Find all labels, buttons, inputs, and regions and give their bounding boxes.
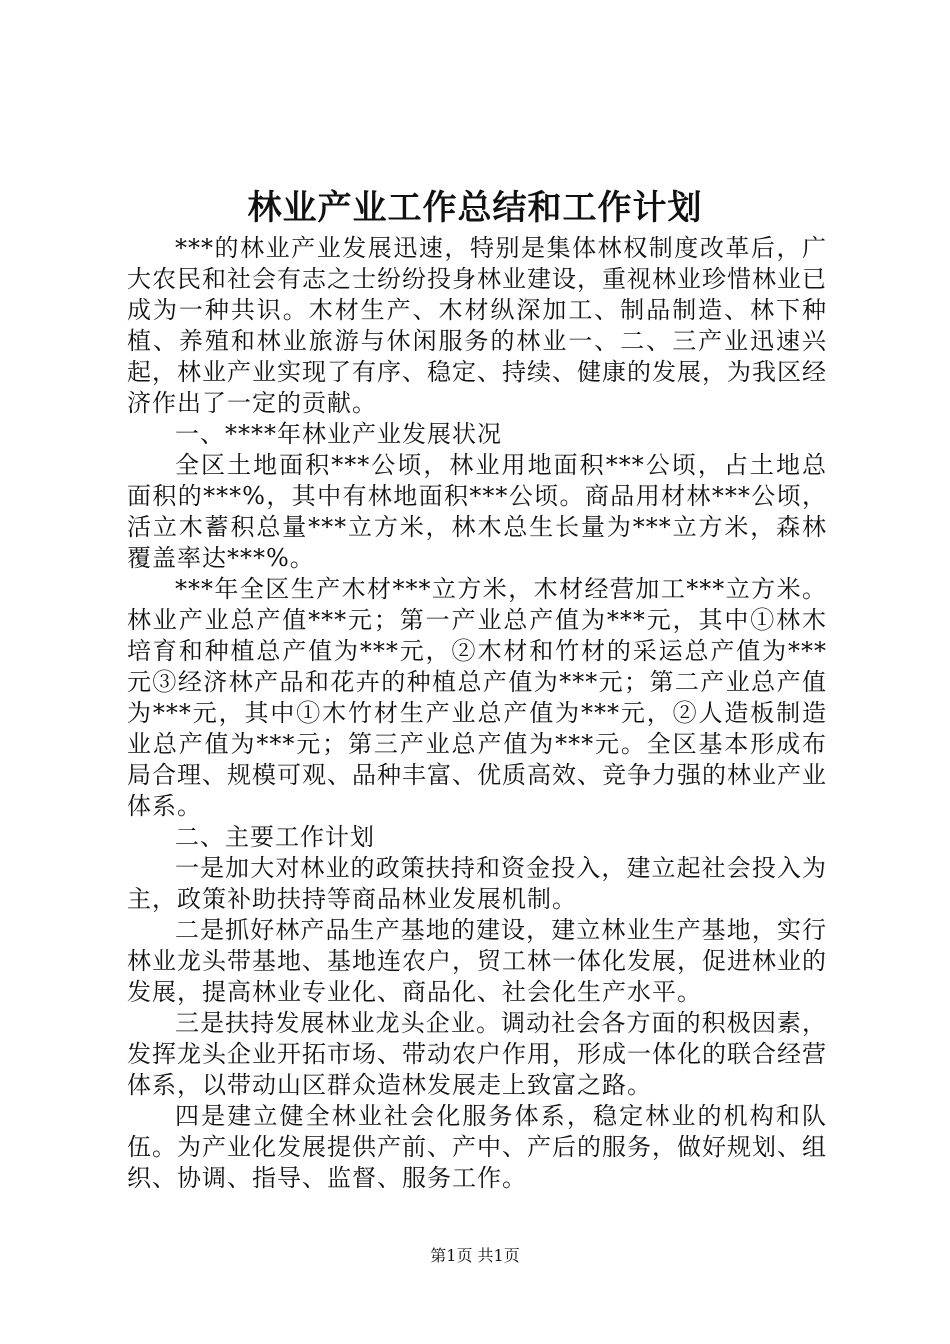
- intro-paragraph: ***的林业产业发展迅速，特别是集体林权制度改革后，广大农民和社会有志之士纷纷投身林业建设，重视林业珍惜林业已成为一种共识。木材生产、木材纵深加工、制品制造、林下种植、养殖和林业旅游与休闲服务的林业一、二、三产业迅速兴起，林业产业实现了有序、稳定、持续、健康的发展，为我区经济作出了一定的贡献。: [127, 234, 827, 417]
- output-value-paragraph: ***年全区生产木材***立方米，木材经营加工***立方米。林业产业总产值***元；第一产业总产值为***元，其中①林木培育和种植总产值为***元，②木材和竹材的采运总产值为***元③经济林产品和花卉的种植总产值为***元；第二产业总产值为***元，其中①木竹材生产业总产值为***元，②人造板制造业总产值为***元；第三产业总产值为***元。全区基本形成布局合理、规模可观、品种丰富、优质高效、竞争力强的林业产业体系。: [127, 575, 827, 820]
- plan-item-2: 二是抓好林产品生产基地的建设，建立林业生产基地，实行林业龙头带基地、基地连农户，贸工林一体化发展，促进林业的发展，提高林业专业化、商品化、社会化生产水平。: [127, 916, 827, 1006]
- document-body: [127, 233, 827, 1194]
- page-number-footer: 第1页 共1页: [430, 1246, 520, 1265]
- land-area-paragraph: 全区土地面积***公顷，林业用地面积***公顷，占土地总面积的***%，其中有林地面积***公顷。商品用材林***公顷，活立木蓄积总量***立方米，林木总生长量为***立方米，森林覆盖率达***%。: [127, 451, 827, 572]
- plan-item-3: 三是扶持发展林业龙头企业。调动社会各方面的积极因素，发挥龙头企业开拓市场、带动农户作用，形成一体化的联合经营体系，以带动山区群众造林发展走上致富之路。: [127, 1009, 827, 1099]
- section-heading-status: 一、****年林业产业发展状况: [175, 420, 502, 448]
- document-title: 林业产业工作总结和工作计划: [247, 188, 703, 228]
- plan-item-1: 一是加大对林业的政策扶持和资金投入，建立起社会投入为主，政策补助扶持等商品林业发展机制。: [127, 854, 827, 913]
- section-heading-plan: 二、主要工作计划: [175, 823, 375, 851]
- plan-item-4: 四是建立健全林业社会化服务体系，稳定林业的机构和队伍。为产业化发展提供产前、产中、产后的服务，做好规划、组织、协调、指导、监督、服务工作。: [127, 1102, 827, 1192]
